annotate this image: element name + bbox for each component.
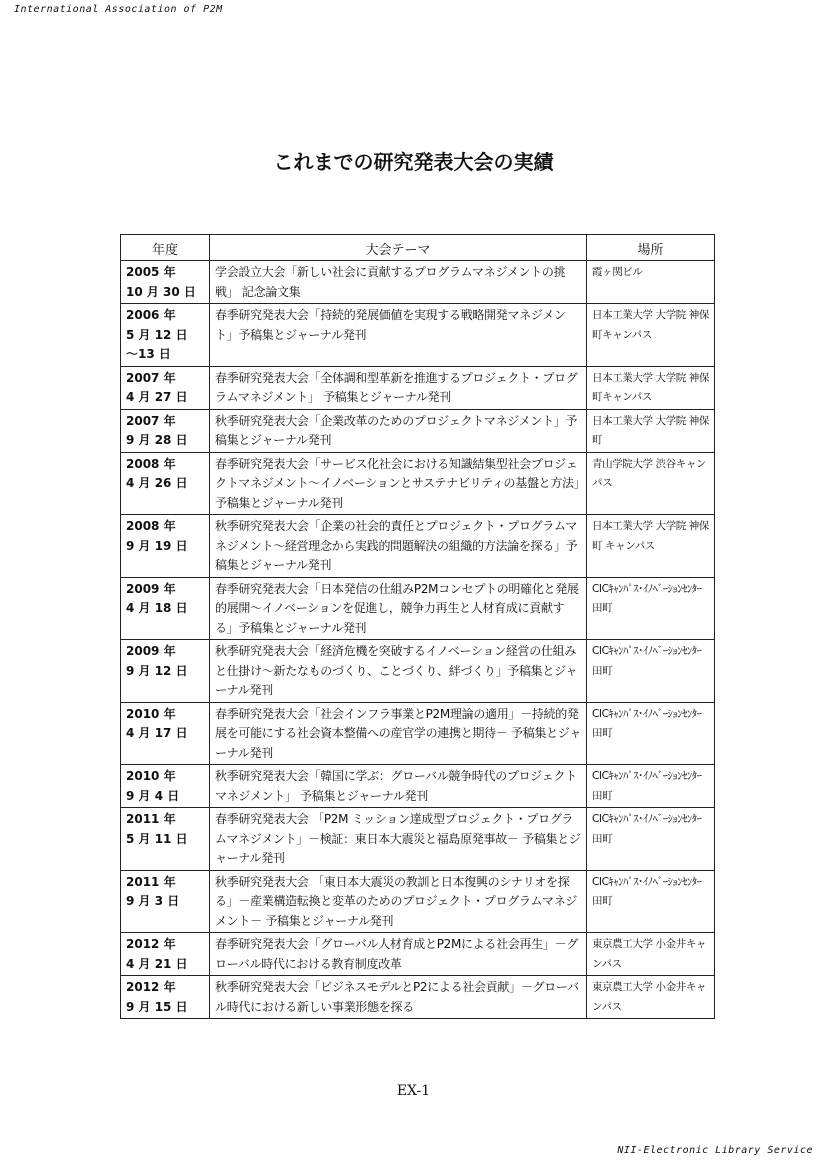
row-date: 2007 年 4 月 27 日 — [121, 366, 210, 409]
row-venue: 日本工業大学 大学院 神保町キャンパス — [587, 304, 715, 367]
row-venue: 東京農工大学 小金井キャンパス — [587, 976, 715, 1019]
row-venue: CICｷｬﾝﾊﾟｽ･ｲﾉﾍﾞｰｼｮﾝｾﾝﾀｰ田町 — [587, 640, 715, 703]
row-date: 2008 年 4 月 26 日 — [121, 452, 210, 515]
row-theme: 秋季研究発表大会「韓国に学ぶ：グローバル競争時代のプロジェクトマネジメント」 予稿集とジャーナル発刊 — [210, 765, 587, 808]
table-body — [121, 261, 715, 1019]
table-row — [121, 452, 715, 515]
row-venue: 東京農工大学 小金井キャンパス — [587, 933, 715, 976]
table-row — [121, 577, 715, 640]
row-date: 2010 年 4 月 17 日 — [121, 702, 210, 765]
row-date: 2007 年 9 月 28 日 — [121, 409, 210, 452]
row-venue: 青山学院大学 渋谷キャンパス — [587, 452, 715, 515]
row-venue: 日本工業大学 大学院 神保町キャンパス — [587, 366, 715, 409]
row-date: 2009 年 9 月 12 日 — [121, 640, 210, 703]
table-row — [121, 933, 715, 976]
footer-note: NII-Electronic Library Service — [617, 1145, 813, 1156]
table-row — [121, 409, 715, 452]
row-date: 2009 年 4 月 18 日 — [121, 577, 210, 640]
row-theme: 秋季研究発表大会「経済危機を突破するイノベーション経営の仕組みと仕掛け～新たなものづくり、ことづくり、絆づくり」予稿集とジャーナル発刊 — [210, 640, 587, 703]
header-venue: 場所 — [587, 235, 715, 261]
row-theme: 春季研究発表大会「全体調和型革新を推進するプロジェクト・プログラムマネジメント」 予稿集とジャーナル発刊 — [210, 366, 587, 409]
row-date: 2010 年 9 月 4 日 — [121, 765, 210, 808]
row-theme: 秋季研究発表大会「企業改革のためのプロジェクトマネジメント」予稿集とジャーナル発刊 — [210, 409, 587, 452]
table-row — [121, 765, 715, 808]
row-date: 2012 年 4 月 21 日 — [121, 933, 210, 976]
header-theme: 大会テーマ — [210, 235, 587, 261]
row-theme: 春季研究発表大会「グローバル人材育成とP2Mによる社会再生」－グローバル時代における教育制度改革 — [210, 933, 587, 976]
row-theme: 春季研究発表大会「日本発信の仕組みP2Mコンセプトの明確化と発展的展開～イノベーションを促進し，競争力再生と人材育成に貢献する」予稿集とジャーナル発刊 — [210, 577, 587, 640]
table-row — [121, 640, 715, 703]
page-number: EX-1 — [396, 1083, 431, 1099]
row-venue: CICｷｬﾝﾊﾟｽ･ｲﾉﾍﾞｰｼｮﾝｾﾝﾀｰ田町 — [587, 765, 715, 808]
table-row — [121, 366, 715, 409]
row-theme: 秋季研究発表大会 「東日本大震災の教訓と日本復興のシナリオを探る」－産業構造転換と変革のためのプロジェクト・プログラムマネジメント－ 予稿集とジャーナル発刊 — [210, 870, 587, 933]
row-theme: 学会設立大会「新しい社会に貢献するプログラムマネジメントの挑戦」 記念論文集 — [210, 261, 587, 304]
table-row — [121, 870, 715, 933]
row-theme: 秋季研究発表大会「ビジネスモデルとP2による社会貢献」－グローバル時代における新しい事業形態を探る — [210, 976, 587, 1019]
row-theme: 春季研究発表大会「持続的発展価値を実現する戦略開発マネジメント」予稿集とジャーナル発刊 — [210, 304, 587, 367]
conference-history-table — [120, 234, 715, 1019]
row-venue: 日本工業大学 大学院 神保町 — [587, 409, 715, 452]
table-row — [121, 702, 715, 765]
row-theme: 秋季研究発表大会「企業の社会的責任とプロジェクト・プログラムマネジメント～経営理念から実践的問題解決の組織的方法論を探る」予稿集とジャーナル発刊 — [210, 515, 587, 578]
table-row — [121, 808, 715, 871]
row-venue: CICｷｬﾝﾊﾟｽ･ｲﾉﾍﾞｰｼｮﾝｾﾝﾀｰ田町 — [587, 808, 715, 871]
row-date: 2006 年 5 月 12 日 ～13 日 — [121, 304, 210, 367]
row-theme: 春季研究発表大会「社会インフラ事業とP2M理論の適用」－持続的発展を可能にする社会資本整備への産官学の連携と期待－ 予稿集とジャーナル発刊 — [210, 702, 587, 765]
row-date: 2008 年 9 月 19 日 — [121, 515, 210, 578]
table-row — [121, 515, 715, 578]
row-date: 2005 年 10 月 30 日 — [121, 261, 210, 304]
row-venue: CICｷｬﾝﾊﾟｽ･ｲﾉﾍﾞｰｼｮﾝｾﾝﾀｰ田町 — [587, 702, 715, 765]
row-venue: 日本工業大学 大学院 神保町 キャンパス — [587, 515, 715, 578]
page-title: これまでの研究発表大会の実績 — [273, 150, 554, 174]
row-theme: 春季研究発表大会「サービス化社会における知識結集型社会プロジェクトマネジメント～イノベーションとサステナビリティの基盤と方法」予稿集とジャーナル発刊 — [210, 452, 587, 515]
row-venue: CICｷｬﾝﾊﾟｽ･ｲﾉﾍﾞｰｼｮﾝｾﾝﾀｰ田町 — [587, 577, 715, 640]
row-venue: 霞ヶ関ビル — [587, 261, 715, 304]
table-row — [121, 304, 715, 367]
header-note: International Association of P2M — [14, 4, 223, 15]
row-date: 2011 年 5 月 11 日 — [121, 808, 210, 871]
header-year: 年度 — [121, 235, 210, 261]
table-header-row — [121, 235, 715, 261]
table-row — [121, 261, 715, 304]
row-theme: 春季研究発表大会 「P2M ミッション達成型プロジェクト・プログラムマネジメント」－検証：東日本大震災と福島原発事故－ 予稿集とジャーナル発刊 — [210, 808, 587, 871]
row-date: 2012 年 9 月 15 日 — [121, 976, 210, 1019]
row-date: 2011 年 9 月 3 日 — [121, 870, 210, 933]
table-row — [121, 976, 715, 1019]
row-venue: CICｷｬﾝﾊﾟｽ･ｲﾉﾍﾞｰｼｮﾝｾﾝﾀｰ田町 — [587, 870, 715, 933]
